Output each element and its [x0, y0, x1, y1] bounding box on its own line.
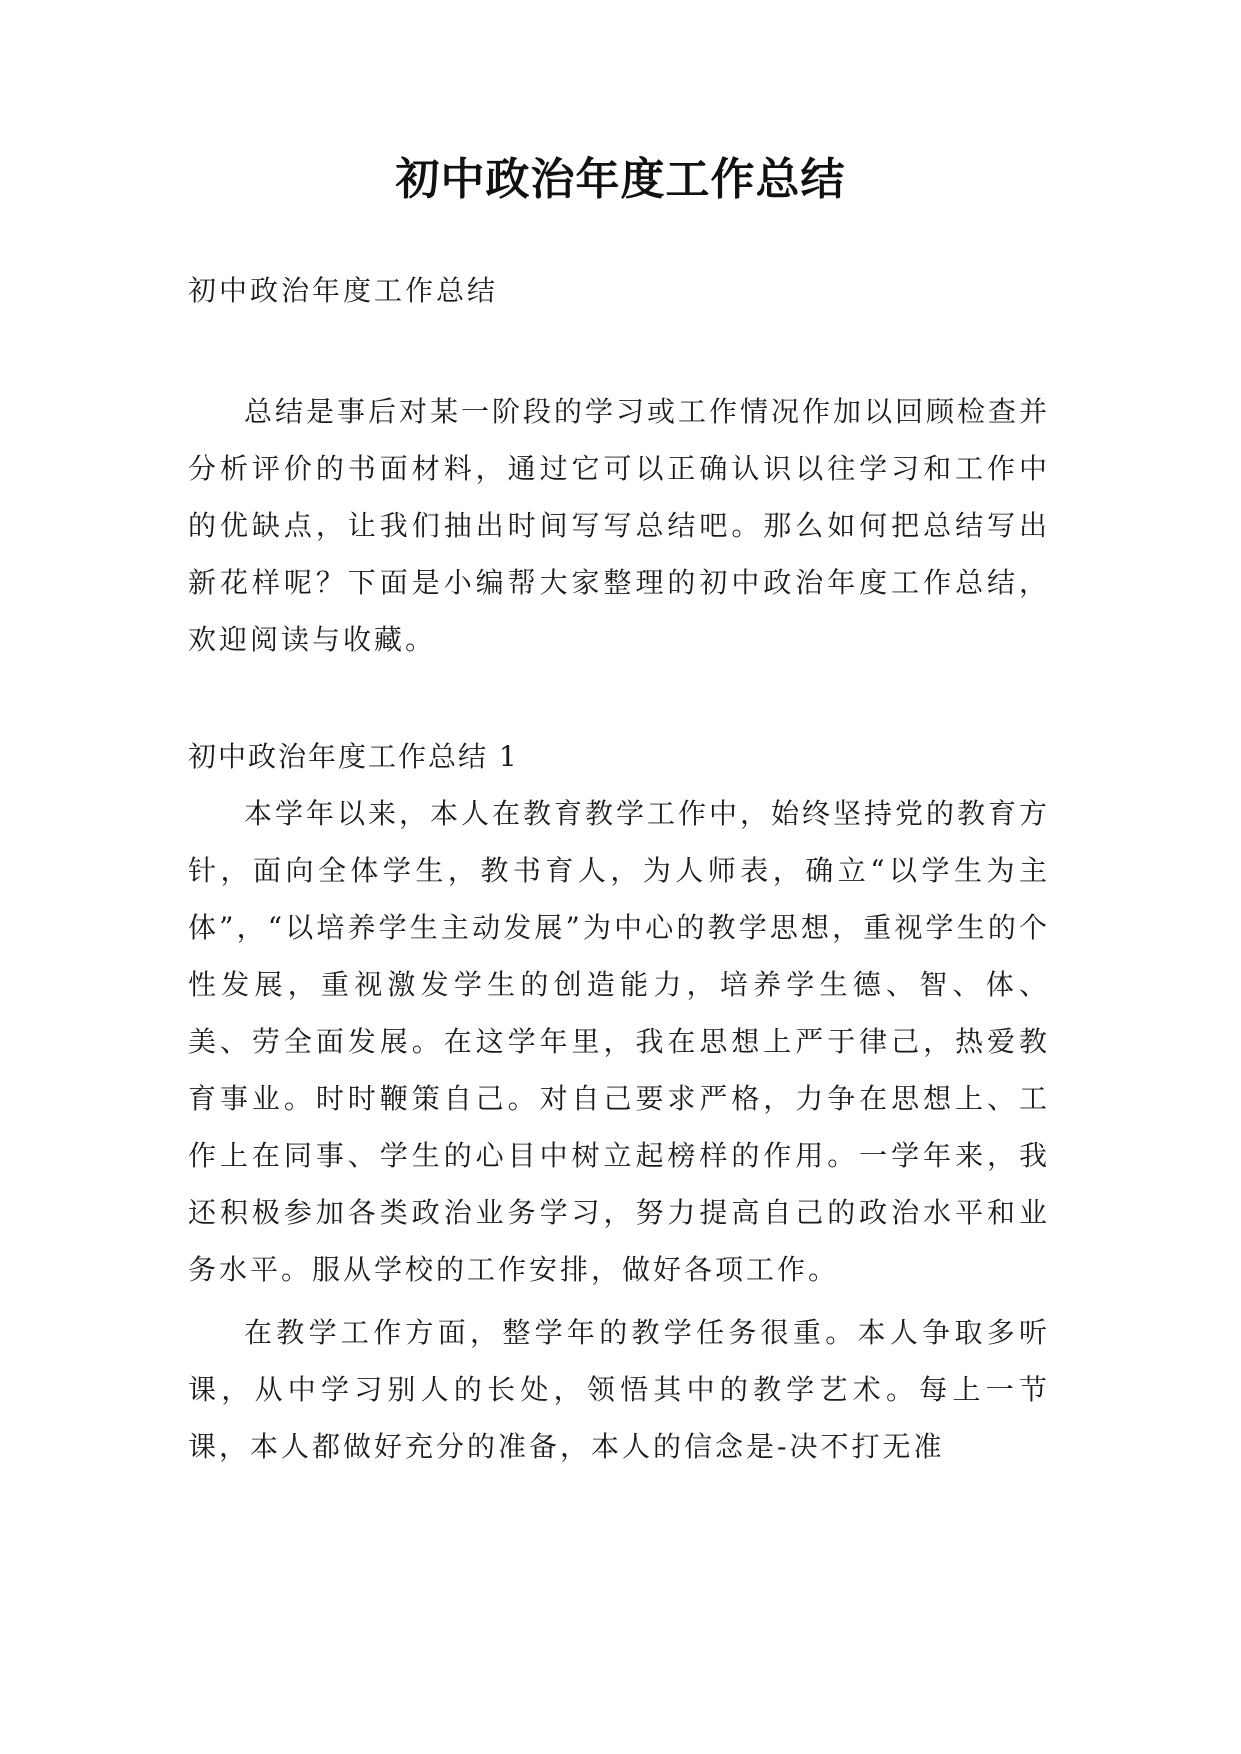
body-paragraph-1: 本学年以来，本人在教育教学工作中，始终坚持党的教育方针，面向全体学生，教书育人，为人师表，确立“以学生为主体”，“以培养学生主动发展”为中心的教学思想，重视学生的个性发展，重视激发学生的创造能力，培养学生德、智、体、美、劳全面发展。在这学年里，我在思想上严于律己，热爱教育事业。时时鞭策自己。对自己要求严格，力争在思想上、工作上在同事、学生的心目中树立起榜样的作用。一学年来，我还积极参加各类政治业务学习，努力提高自己的政治水平和业务水平。服从学校的工作安排，做好各项工作。 [188, 797, 1051, 1286]
document-subtitle: 初中政治年度工作总结 [188, 274, 499, 307]
intro-paragraph: 总结是事后对某一阶段的学习或工作情况作加以回顾检查并分析评价的书面材料，通过它可以正确认识以往学习和工作中的优缺点，让我们抽出时间写写总结吧。那么如何把总结写出新花样呢？下面是小编帮大家整理的初中政治年度工作总结，欢迎阅读与收藏。 [188, 395, 1051, 656]
section-heading: 初中政治年度工作总结 1 [188, 740, 519, 773]
document-body [188, 262, 1050, 1481]
document-title: 初中政治年度工作总结 [395, 154, 846, 205]
body-paragraph-2: 在教学工作方面，整学年的教学任务很重。本人争取多听课，从中学习别人的长处，领悟其中的教学艺术。每上一节课，本人都做好充分的准备，本人的信念是-决不打无准 [188, 1316, 1050, 1463]
